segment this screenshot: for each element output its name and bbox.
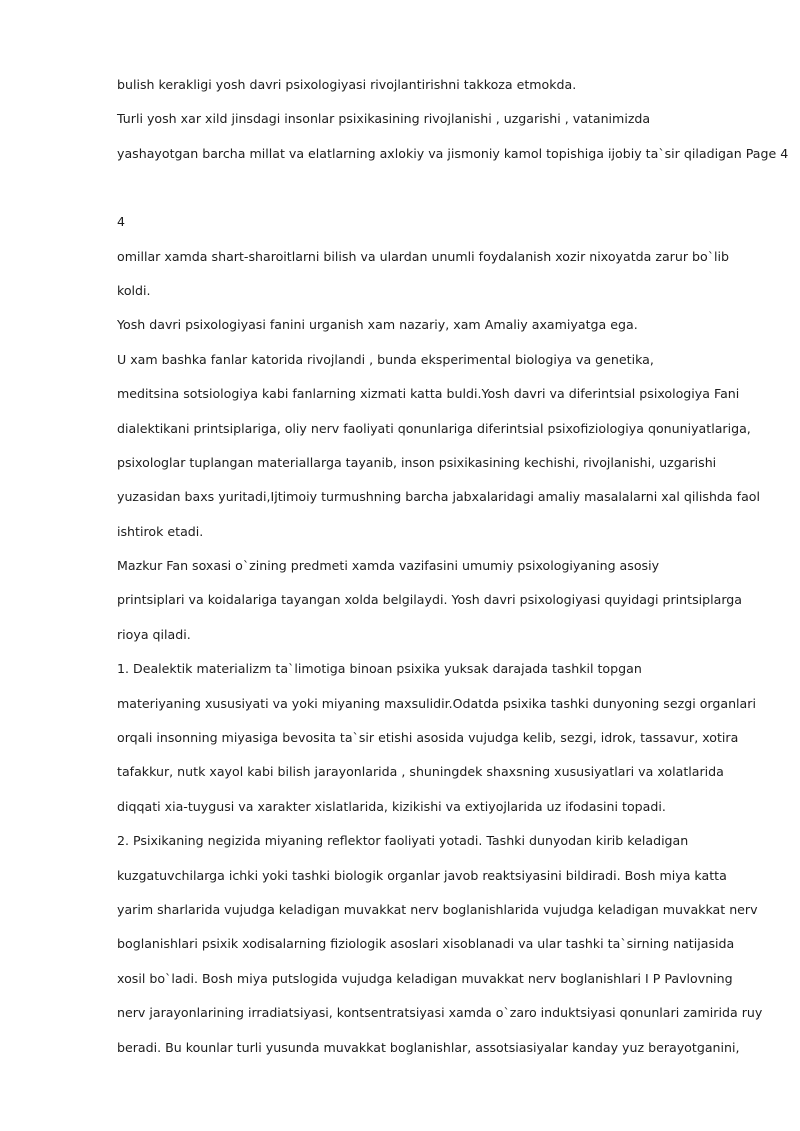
text-line: tafakkur, nutk xayol kabi bilish jarayonlarida , shuningdek shaxsning xususiyatlari va xolatlarida [117,764,724,780]
text-line: U xam bashka fanlar katorida rivojlandi , bunda eksperimental biologiya va genetika, [117,351,654,367]
text-line: Mazkur Fan soxasi o`zining predmeti xamda vazifasini umumiy psixologiyaning asosiy [117,558,660,574]
text-line: meditsina sotsiologiya kabi fanlarning xizmati katta buldi.Yosh davri va diferintsial psixologiya Fani [117,386,740,402]
text-line: bulish kerakligi yosh davri psixologiyasi rivojlantirishni takkoza etmokda. [117,77,577,92]
document-body [117,74,789,1071]
text-line: yarim sharlarida vujudga keladigan muvakkat nerv boglanishlarida vujudga keladigan muvakkat nerv [117,901,758,917]
text-line: nerv jarayonlarining irradiatsiyasi, kontsentratsiyasi xamda o`zaro induktsiyasi qonunlari zamirida ruy [117,1005,763,1021]
text-line: orqali insonning miyasiga bevosita ta`sir etishi asosida vujudga kelib, sezgi, idrok, tassavur, xotira [117,730,739,746]
text-line: psixologlar tuplangan materiallarga tayanib, inson psixikasining kechishi, rivojlanishi, uzgarishi [117,454,717,470]
text-line: ishtirok etadi. [117,523,204,539]
text-line: boglanishlari psixik xodisalarning fiziologik asoslari xisoblanadi va ular tashki ta`sirning natijasida [117,936,735,952]
text-line: dialektikani printsiplariga, oliy nerv faoliyati qonunlariga diferintsial psixofiziologiya qonuniyatlariga, [117,420,751,436]
text-line: 2. Psixikaning negizida miyaning reflektor faoliyati yotadi. Tashki dunyodan kirib keladigan [117,833,689,849]
text-line: diqqati xia-tuygusi va xarakter xislatlarida, kizikishi va extiyojlarida uz ifodasini topadi. [117,798,666,814]
text-line: printsiplari va koidalariga tayangan xolda belgilaydi. Yosh davri psixologiyasi quyidagi printsiplarga [117,592,743,608]
text-line: yashayotgan barcha millat va elatlarning axlokiy va jismoniy kamol topishiga ijobiy ta`sir qiladigan Page 4 [117,145,789,161]
page-number-line: 4 [117,214,126,230]
text-line: kuzgatuvchilarga ichki yoki tashki biologik organlar javob reaktsiyasini bildiradi. Bosh miya katta [117,867,727,883]
text-line: Turli yosh xar xild jinsdagi insonlar psixikasining rivojlanishi , uzgarishi , vatanimizda [117,111,651,127]
text-line: koldi. [117,282,151,298]
text-line: yuzasidan baxs yuritadi,Ijtimoiy turmushning barcha jabxalaridagi amaliy masalalarni xal qilishda faol [117,489,761,505]
text-line: beradi. Bu kounlar turli yusunda muvakkat boglanishlar, assotsiasiyalar kanday yuz berayotganini, [117,1039,740,1055]
text-line: rioya qiladi. [117,626,191,642]
text-line: xosil bo`ladi. Bosh miya putslogida vujudga keladigan muvakkat nerv boglanishlari I P Pavlovning [117,970,733,986]
text-line: 1. Dealektik materializm ta`limotiga binoan psixika yuksak darajada tashkil topgan [117,661,642,677]
text-line: Yosh davri psixologiyasi fanini urganish xam nazariy, xam Amaliy axamiyatga ega. [117,317,638,333]
text-line: omillar xamda shart-sharoitlarni bilish va ulardan unumli foydalanish xozir nixoyatda zarur bo`lib [117,248,730,264]
text-line: materiyaning xususiyati va yoki miyaning maxsulidir.Odatda psixika tashki dunyoning sezgi organlari [117,695,756,711]
blank-line [117,177,757,211]
